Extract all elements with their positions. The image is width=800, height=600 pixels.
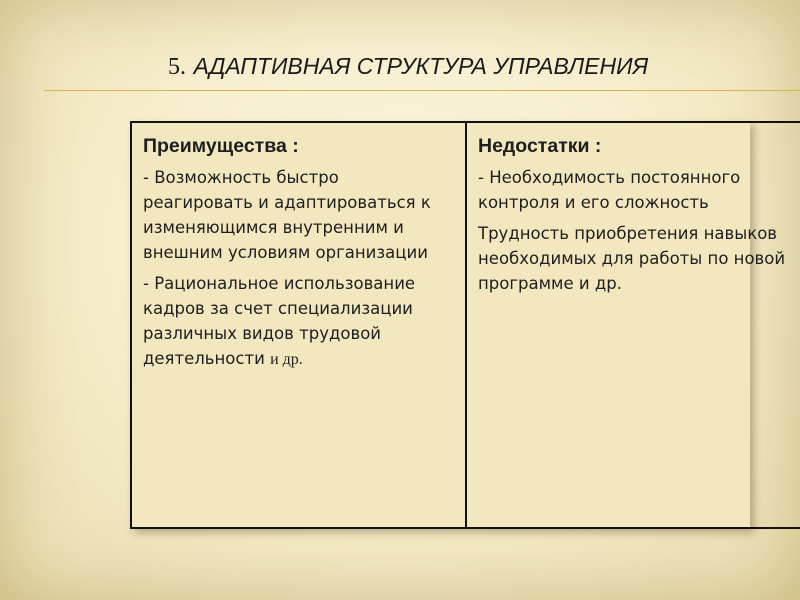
advantage-item-2	[143, 271, 453, 372]
advantage-item-1: - Возможность быстро реагировать и адаптироваться к изменяющимся внутренним и внешним условиям организации	[143, 168, 431, 262]
advantages-heading: Преимущества :	[143, 135, 299, 157]
slide-title-text: АДАПТИВНАЯ СТРУКТУРА УПРАВЛЕНИЯ	[193, 53, 649, 79]
table-row	[131, 122, 800, 528]
slide-title	[168, 52, 648, 81]
disadvantages-cell	[466, 122, 800, 528]
comparison-table	[130, 121, 786, 529]
disadvantages-heading: Недостатки :	[478, 135, 602, 157]
advantages-cell	[131, 122, 466, 528]
title-divider	[44, 90, 800, 91]
slide-title-number: 5.	[168, 54, 186, 80]
comparison-table-grid	[130, 121, 800, 529]
advantage-item-2-tail: и др.	[270, 351, 303, 368]
disadvantage-item-2: Трудность приобретения навыков необходимых для работы по новой программе и др.	[478, 224, 786, 293]
advantage-item-2-text: - Рациональное использование кадров за счет специализации различных видов трудовой деятельности	[143, 274, 416, 368]
disadvantage-item-1: - Необходимость постоянного контроля и его сложность	[478, 168, 741, 212]
